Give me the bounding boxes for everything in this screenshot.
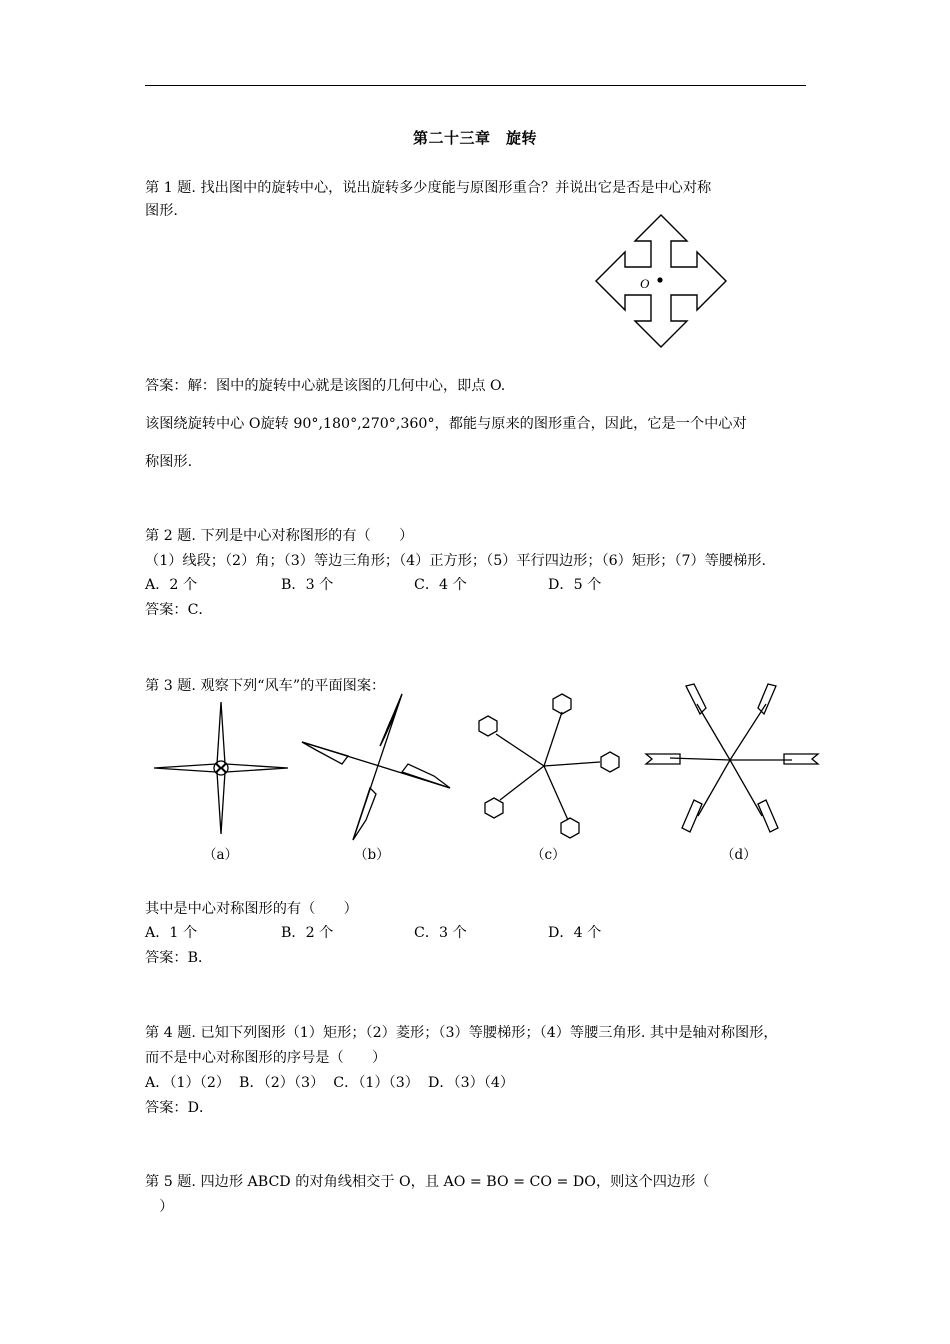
q2-option-b: B．3 个	[281, 577, 334, 593]
q3-windmill-a	[150, 700, 290, 840]
q3-windmill-d	[642, 680, 822, 840]
q5-text-line1: 第 5 题. 四边形 ABCD 的对角线相交于 O，且 AO = BO = CO = DO，则这个四边形（	[145, 1174, 710, 1190]
q4-answer: 答案：D．	[145, 1100, 214, 1116]
q1-answer-line3: 称图形.	[145, 454, 193, 470]
q1-text-line2: 图形.	[145, 203, 178, 219]
q3-fig-label-d: （d）	[721, 847, 757, 863]
q3-option-c: C．3 个	[414, 925, 467, 941]
q3-option-d: D．4 个	[548, 925, 602, 941]
q3-windmill-c	[474, 688, 624, 838]
q2-option-c: C．4 个	[414, 577, 467, 593]
header-rule	[145, 85, 806, 86]
q4-text-line1: 第 4 题. 已知下列图形（1）矩形；（2）菱形；（3）等腰梯形；（4）等腰三角形. 其中是轴对称图形，	[145, 1025, 778, 1041]
q2-option-a: A．2 个	[145, 577, 198, 593]
q2-text-line1: 第 2 题. 下列是中心对称图形的有（ ）	[145, 528, 414, 544]
q2-answer: 答案：C．	[145, 602, 213, 618]
q4-text-line2: 而不是中心对称图形的序号是（ ）	[145, 1050, 387, 1066]
q3-text-line2: 其中是中心对称图形的有（ ）	[145, 901, 358, 917]
q3-option-b: B．2 个	[281, 925, 334, 941]
q1-center-label: O	[640, 276, 650, 291]
q3-windmill-b	[298, 688, 458, 848]
q1-text-line1: 第 1 题. 找出图中的旋转中心，说出旋转多少度能与原图形重合？并说出它是否是中心对称	[145, 180, 712, 196]
q3-text-line1: 第 3 题. 观察下列“风车”的平面图案：	[145, 678, 386, 694]
q2-option-d: D．5 个	[548, 577, 602, 593]
q2-text-line2: （1）线段；（2）角；（3）等边三角形；（4）正方形；（5）平行四边形；（6）矩形；（7）等腰梯形.	[145, 553, 766, 569]
q5-text-line2: ）	[145, 1199, 174, 1215]
q3-option-a: A．1 个	[145, 925, 198, 941]
q1-answer-line1: 答案：解：图中的旋转中心就是该图的几何中心，即点 O.	[145, 378, 506, 394]
q3-fig-label-b: （b）	[354, 847, 390, 863]
q3-answer: 答案：B．	[145, 950, 213, 966]
q1-answer-line2: 该图绕旋转中心 O旋转 90°,180°,270°,360°，都能与原来的图形重合，因此，它是一个中心对	[145, 416, 747, 432]
q3-fig-label-c: （c）	[531, 847, 566, 863]
q4-options: A．（1）（2） B．（2）（3） C．（1）（3） D．（3）（4）	[145, 1075, 515, 1091]
q1-arrow-cross-figure	[594, 215, 728, 349]
chapter-title: 第二十三章 旋转	[412, 129, 537, 147]
q3-fig-label-a: （a）	[203, 847, 239, 863]
